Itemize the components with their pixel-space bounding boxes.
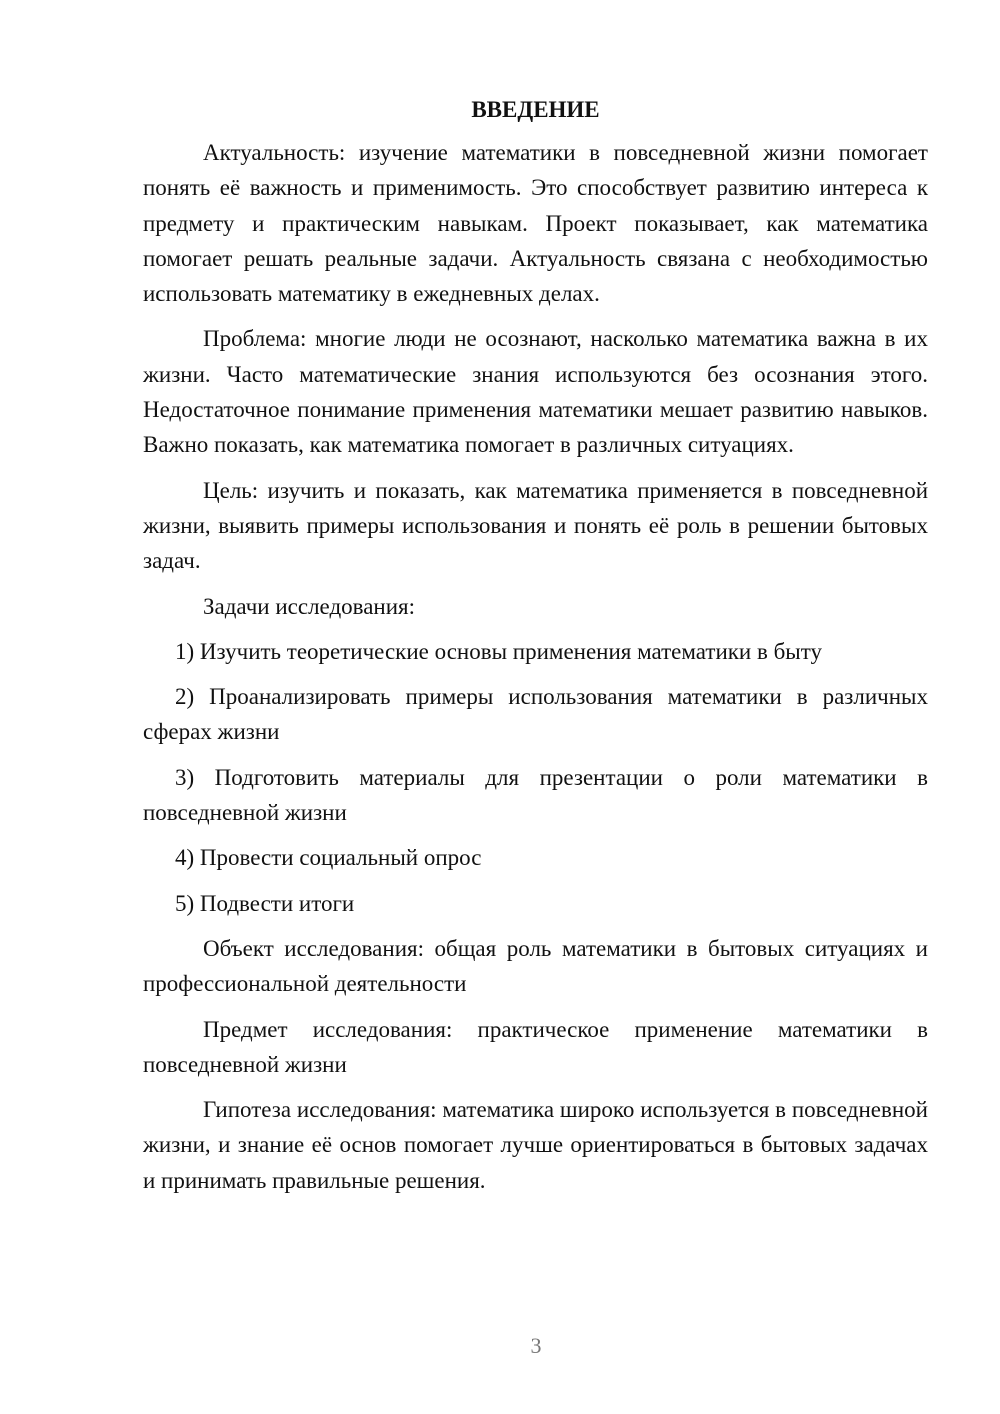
subject-paragraph: Предмет исследования: практическое применение математики в повседневной жизни bbox=[143, 1016, 928, 1077]
task-item-5: 5) Подвести итоги bbox=[175, 890, 355, 916]
section-heading: ВВЕДЕНИЕ bbox=[471, 97, 600, 122]
relevance-paragraph: Актуальность: изучение математики в повседневной жизни помогает понять её важность и применимость. Это способствует развитию интереса к предмету и практическим навыкам. Проект показывает, как математика помогает решать реальные задачи. Актуальность связана с необходимостью использовать математику в ежедневных делах. bbox=[143, 140, 928, 307]
object-paragraph: Объект исследования: общая роль математики в бытовых ситуациях и профессиональной деятельности bbox=[143, 935, 928, 997]
page-content bbox=[143, 92, 928, 1208]
tasks-title: Задачи исследования: bbox=[203, 593, 416, 619]
task-item-1: 1) Изучить теоретические основы применения математики в быту bbox=[175, 638, 822, 664]
task-item-4: 4) Провести социальный опрос bbox=[175, 845, 482, 871]
hypothesis-paragraph: Гипотеза исследования: математика широко используется в повседневной жизни, и знание её основ помогает лучше ориентироваться в бытовых задачах и принимать правильные решения. bbox=[143, 1097, 928, 1193]
goal-paragraph: Цель: изучить и показать, как математика применяется в повседневной жизни, выявить примеры использования и понять её роль в решении бытовых задач. bbox=[143, 477, 928, 574]
task-item-3: 3) Подготовить материалы для презентации о роли математики в повседневной жизни bbox=[143, 764, 928, 826]
task-item-2: 2) Проанализировать примеры использования математики в различных сферах жизни bbox=[143, 684, 928, 745]
problem-paragraph: Проблема: многие люди не осознают, насколько математика важна в их жизни. Часто математические знания используются без осознания этого. Недостаточное понимание применения математики мешает развитию навыков. Важно показать, как математика помогает в различных ситуациях. bbox=[143, 326, 928, 458]
page-number: 3 bbox=[530, 1333, 542, 1358]
